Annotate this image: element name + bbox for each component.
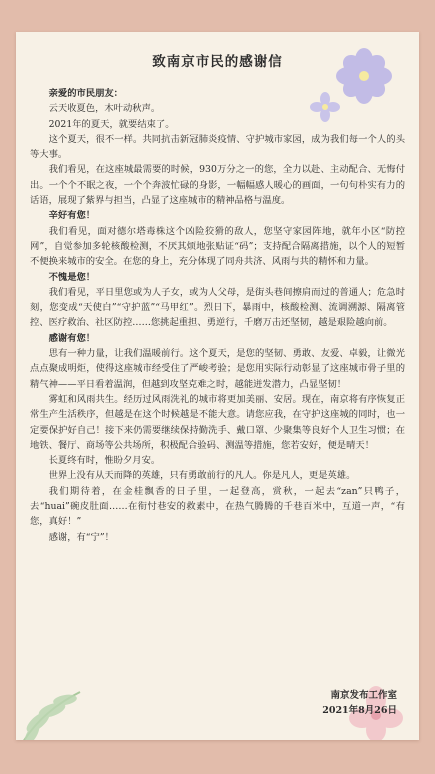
paragraph: 云天收夏色，木叶动秋声。	[48, 103, 161, 115]
paragraph: 我们看见，在这座城最需要的时候，930万分之一的您，全力以赴、主动配合、无悔付出。一个个不眠之夜，一个个奔波忙碌的身影，一幅幅感人暖心的画面，一句句朴实有力的话语，展现了紫界与担当，凸显了这座城市的精神品格与温度。	[30, 164, 405, 207]
signature-block	[322, 688, 397, 718]
leaf-icon	[16, 672, 90, 740]
paragraph: 感谢，有“宁”！	[48, 531, 114, 543]
section-heading: 不愧是您！	[48, 271, 96, 283]
paragraph: 2021年的夏天，就要结束了。	[48, 118, 175, 130]
paragraph: 我们期待着，在金桂飘香的日子里，一起登高，赏秋，一起去“zan”只鸭子，去“huai”碗皮肚面……在衔忖巷安的救素中，在热气腾腾的千巷百米中，互道一声，“有您，真好！”	[30, 485, 405, 528]
letter-title: 致南京市民的感谢信	[152, 54, 283, 70]
paragraph: 世界上没有从天而降的英雄，只有勇敢前行的凡人。你是凡人，更是英雄。	[48, 470, 356, 482]
salutation: 亲爱的市民朋友：	[48, 88, 123, 99]
paragraph: 长夏终有时，惟盼夕月安。	[48, 455, 161, 467]
paragraph: 我们看见，平日里您或为人子女，或为人父母，是街头巷间擦肩而过的普通人；危急时刻，您变成“天使白”“守护蓝”“马甲红”。烈日下，暴雨中，核酸检测、流调溯源、隔离管控、医疗救治、社区防控……您挑起重担、勇逆行，千磨万击还坚韧，越是艰险越向前。	[30, 286, 405, 329]
paragraph: 我们看见，面对德尔塔毒株这个凶险狡猾的敌人，您坚守家园阵地，就年小区“防控网”，自觉参加多轮核酸检测，不厌其烦地张贴证“码”；支持配合隔离措施，以个人的短暂不便换来城市的安全。在您的身上，充分体现了同舟共济、风雨与共的精怀和力量。	[30, 225, 405, 268]
signature-date: 2021年8月26日	[322, 705, 397, 716]
paragraph: 思有一种力量，让我们温暖前行。这个夏天，是您的坚韧、勇敢、友爱、卓毅，让微光点点聚成明炬，使得这座城市经受住了严峻考验；是您用实际行动彰显了这座城市骨子里的精气神——平日看着温润，但越到攻坚克难之时，越能迸发潜力，凸显坚韧！	[30, 348, 405, 390]
paragraph: 雾虹和风雨共生。经历过风雨洗礼的城市将更加美丽、安居。现在，南京将有序恢复正常生产生活秩序，但越是在这个时候越是不能大意。请您应我，在守护这座城的同时，也一定要保护好自己！接下来仍需要继续保持勤洗手、戴口罩、少聚集等良好个人卫生习惯；在地铁、餐厅、商场等公共场所，积极配合验码、测温等措施，您若安好，便是晴天！	[30, 393, 405, 451]
paragraph: 这个夏天，很不一样。共同抗击新冠肺炎疫情、守护城市家园，成为我们每一个人的头等大事。	[30, 133, 405, 161]
letter-body	[30, 86, 405, 545]
section-heading: 辛好有您！	[48, 210, 96, 222]
paragraph-list	[30, 101, 405, 545]
section-heading: 感谢有您！	[48, 332, 96, 344]
signature-org: 南京发布工作室	[330, 690, 397, 701]
letter-paper	[16, 32, 419, 740]
